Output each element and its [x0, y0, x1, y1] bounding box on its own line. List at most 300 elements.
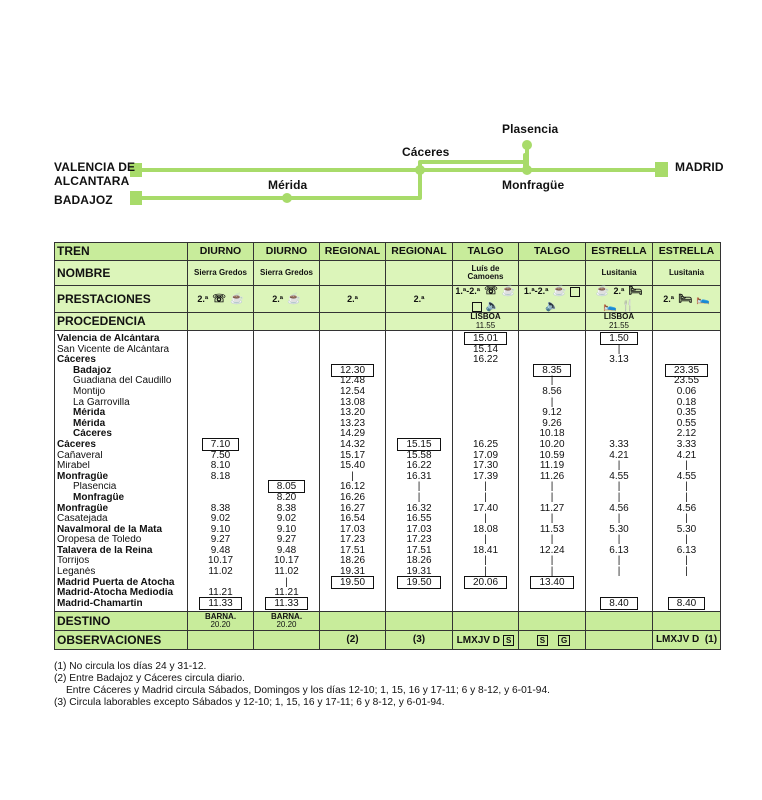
time-cell	[388, 366, 450, 377]
time-cell	[256, 408, 317, 419]
coffee-icon: ☕	[501, 285, 516, 297]
time-cell	[655, 345, 718, 356]
time-boxed: 12.30	[331, 364, 374, 377]
time-cell: 17.03	[339, 523, 366, 535]
time-cell	[588, 419, 650, 430]
time-cell	[256, 451, 317, 462]
row-destino	[55, 612, 721, 631]
time-cell	[388, 408, 450, 419]
time-cell	[455, 376, 516, 387]
time-cell: 8.56	[542, 385, 562, 397]
row-nombre	[55, 261, 721, 286]
time-cell: 12.48	[339, 375, 366, 387]
time-cell	[190, 408, 251, 419]
time-cell	[388, 599, 450, 610]
time-cell	[388, 355, 450, 366]
train-type: ESTRELLA	[586, 243, 653, 261]
time-cell	[190, 599, 251, 610]
class-label: 2.ª	[613, 286, 625, 297]
station-name: Torrijos	[57, 556, 90, 567]
time-cell	[190, 419, 251, 430]
dest-city: BARNA.	[204, 611, 237, 621]
time-cell: |	[484, 555, 487, 567]
time-cell: |	[617, 555, 621, 567]
time-boxed: 8.35	[533, 364, 570, 377]
plasencia-node	[522, 140, 532, 150]
station-name: Talavera de la Reina	[57, 545, 153, 556]
class-label: 2.ª	[663, 293, 675, 304]
time-cell: 15.14	[472, 343, 499, 355]
city-plasencia: Plasencia	[502, 122, 559, 136]
time-cell: 17.23	[339, 534, 366, 546]
time-cell: 17.39	[472, 470, 499, 482]
time-cell: 12.24	[539, 544, 565, 556]
time-cell	[256, 334, 317, 345]
obs-note: (2)	[320, 631, 386, 650]
times-column	[386, 331, 453, 612]
label-prestaciones: PRESTACIONES	[55, 286, 188, 313]
dest-time: 20.20	[210, 620, 231, 630]
time-cell: 16.55	[406, 513, 432, 525]
time-cell: 11.02	[274, 566, 299, 578]
city-caceres: Cáceres	[402, 145, 450, 159]
time-cell: 6.13	[676, 544, 697, 556]
time-cell: 11.02	[208, 566, 233, 578]
time-boxed: 15.15	[397, 438, 440, 451]
time-cell	[322, 599, 383, 610]
time-cell: 14.29	[339, 428, 366, 440]
train-type: TALGO	[453, 243, 519, 261]
station-name: Leganés	[57, 567, 96, 578]
caceres-node	[415, 165, 425, 175]
time-cell	[588, 376, 650, 387]
time-boxed: 23.35	[665, 364, 708, 377]
time-cell: 17.23	[406, 534, 432, 546]
time-boxed: 11.33	[199, 597, 241, 610]
merida-node	[282, 193, 292, 203]
footnotes	[54, 661, 734, 709]
train-type: REGIONAL	[320, 243, 386, 261]
class-label: 1.ª-2.ª	[523, 286, 549, 297]
time-cell: 13.23	[339, 417, 366, 429]
time-cell	[588, 366, 650, 377]
time-cell: 8.10	[210, 460, 231, 472]
time-cell: |	[550, 375, 554, 387]
phone-icon: ☏	[484, 285, 498, 297]
time-cell: 4.56	[676, 502, 697, 514]
station-name: Madrid-Atocha Mediodía	[57, 588, 174, 599]
time-cell	[190, 482, 251, 493]
time-cell	[256, 440, 317, 451]
time-cell: 9.10	[276, 523, 297, 535]
time-cell: 11.53	[539, 523, 565, 535]
time-cell	[190, 387, 251, 398]
class-label: 2.ª	[272, 293, 284, 304]
train-name: Luís de Camoens	[467, 263, 504, 281]
obs-note: LMXJV D (1)	[653, 631, 721, 650]
city-madrid: MADRID	[675, 160, 724, 174]
station-name: Mirabel	[57, 461, 90, 472]
station-name: Cáceres	[57, 355, 96, 366]
time-cell: 9.02	[210, 513, 231, 525]
time-cell	[190, 366, 251, 377]
station-name: Navalmoral de la Mata	[57, 524, 163, 535]
time-cell: |	[685, 555, 688, 567]
time-cell: 3.13	[609, 354, 629, 366]
time-cell: 0.06	[676, 385, 697, 397]
station-name: Mérida	[73, 418, 106, 429]
class-label: 2.ª	[197, 293, 209, 304]
time-cell: 8.38	[210, 502, 231, 514]
time-cell	[322, 588, 383, 599]
time-cell: |	[617, 513, 621, 525]
coffee-icon: ☕	[595, 285, 610, 297]
time-cell	[521, 599, 583, 610]
station-list	[55, 331, 188, 612]
time-cell: 17.09	[472, 449, 499, 461]
time-cell: 2.12	[676, 428, 697, 440]
time-cell: 18.26	[406, 555, 432, 567]
time-cell: |	[685, 481, 688, 493]
time-cell	[588, 578, 650, 589]
time-cell	[455, 419, 516, 430]
time-cell: 16.32	[406, 502, 432, 514]
time-cell: |	[550, 513, 554, 525]
time-cell: 9.02	[276, 513, 297, 525]
time-cell	[190, 398, 251, 409]
time-cell	[388, 440, 450, 451]
time-cell: 4.21	[609, 449, 629, 461]
time-cell: 11.21	[208, 587, 233, 599]
station-name: Cáceres	[57, 439, 96, 450]
time-cell	[521, 334, 583, 345]
time-cell: 6.13	[609, 544, 629, 556]
city-valencia: VALENCIA DE	[54, 160, 136, 174]
time-cell: 23.55	[673, 375, 700, 387]
time-cell: 8.18	[210, 470, 231, 482]
label-nombre: NOMBRE	[55, 261, 188, 286]
footnote: Entre Cáceres y Madrid circula Sábados, Domingos y los días 12-10; 1, 15, 16 y 17-11; 6 y 8-12, y 6-01-94.	[66, 685, 550, 696]
time-cell: 10.17	[273, 555, 300, 567]
time-cell	[256, 387, 317, 398]
origin-time: 21.55	[608, 320, 630, 330]
time-cell	[388, 398, 450, 409]
time-cell: 16.22	[406, 460, 432, 472]
footnote: (2) Entre Badajoz y Cáceres circula diario.	[54, 673, 245, 684]
time-cell: 11.19	[539, 460, 565, 472]
label-observaciones: OBSERVACIONES	[55, 631, 188, 650]
coffee-icon: ☕	[287, 292, 301, 305]
time-cell	[256, 599, 317, 610]
label-tren: TREN	[55, 243, 188, 261]
station-name: Cáceres	[73, 429, 112, 440]
obs-badge: S	[503, 635, 514, 646]
obs-cell	[519, 631, 586, 650]
time-cell: |	[550, 396, 554, 408]
time-cell: |	[617, 343, 621, 355]
station-name: Valencia de Alcántara	[57, 334, 160, 344]
times-column	[586, 331, 653, 612]
time-cell	[388, 588, 450, 599]
times-column	[453, 331, 519, 612]
time-cell: |	[351, 470, 354, 482]
time-cell: 17.30	[472, 460, 499, 472]
time-boxed: 11.33	[265, 597, 307, 610]
badajoz-node	[130, 191, 142, 205]
audio-icon: 🔈	[485, 300, 500, 312]
time-cell: 9.10	[210, 523, 231, 535]
time-cell	[322, 334, 383, 345]
time-cell: 17.51	[339, 544, 366, 556]
station-name: Madrid Puerta de Atocha	[57, 577, 175, 588]
time-cell	[256, 366, 317, 377]
time-cell: 16.54	[339, 513, 366, 525]
time-cell: 0.18	[676, 396, 697, 408]
time-cell	[588, 387, 650, 398]
video-icon	[472, 302, 482, 312]
time-cell	[256, 461, 317, 472]
time-cell: 18.41	[472, 544, 499, 556]
times-column	[188, 331, 254, 612]
time-cell: 16.27	[339, 502, 366, 514]
obs-note: (3)	[386, 631, 453, 650]
time-cell: 4.21	[676, 449, 697, 461]
station-name: Plasencia	[73, 482, 117, 493]
time-cell: 8.20	[276, 491, 297, 503]
time-cell: 19.31	[406, 566, 432, 578]
origin-city: LISBOA	[470, 312, 501, 321]
label-procedencia: PROCEDENCIA	[55, 313, 188, 331]
time-cell: 0.35	[676, 407, 697, 419]
madrid-node	[655, 162, 668, 177]
time-cell: |	[550, 491, 554, 503]
station-name: Oropesa de Toledo	[57, 535, 142, 546]
time-cell: |	[484, 534, 487, 546]
class-label: 2.ª	[413, 293, 425, 304]
time-cell: 17.40	[472, 502, 499, 514]
time-cell: |	[550, 481, 554, 493]
time-cell: 4.55	[676, 470, 697, 482]
time-cell: |	[685, 513, 688, 525]
time-cell	[190, 345, 251, 356]
time-cell: |	[685, 491, 688, 503]
train-name: Sierra Gredos	[194, 267, 247, 277]
city-monfrague: Monfragüe	[502, 178, 565, 192]
time-cell: 9.27	[210, 534, 231, 546]
footnote: (1) No circula los días 24 y 31-12.	[54, 661, 207, 672]
time-boxed: 19.50	[397, 576, 440, 589]
class-label: 2.ª	[347, 293, 358, 304]
station-name: Mérida	[73, 408, 106, 419]
monfrague-node	[522, 165, 532, 175]
train-type: DIURNO	[254, 243, 320, 261]
coffee-icon: ☕	[229, 292, 244, 305]
city-badajoz: BADAJOZ	[54, 193, 113, 207]
time-cell: 4.56	[609, 502, 629, 514]
couchette-icon: 🛌	[696, 292, 710, 305]
time-cell	[455, 599, 516, 610]
time-cell: 9.12	[542, 407, 562, 419]
times-column	[653, 331, 721, 612]
station-name: Montijo	[73, 386, 106, 397]
time-cell	[190, 440, 251, 451]
bed-icon: 🛏	[628, 285, 643, 297]
obs-badge: S	[537, 635, 548, 646]
row-timetable-body	[55, 331, 721, 612]
origin-city: LISBOA	[603, 312, 635, 321]
time-cell: 9.48	[210, 544, 231, 556]
city-merida: Mérida	[268, 178, 308, 192]
time-cell: |	[550, 566, 554, 578]
time-cell	[521, 345, 583, 356]
time-cell: |	[617, 481, 621, 493]
station-name: Cañaveral	[57, 450, 103, 461]
time-cell: |	[685, 566, 688, 578]
time-cell	[388, 578, 450, 589]
time-cell: 18.08	[472, 523, 499, 535]
train-name: Lusitania	[601, 267, 637, 277]
time-cell	[388, 334, 450, 345]
time-cell	[588, 599, 650, 610]
footnote: (3) Circula laborables excepto Sábados y 12-10; 1, 15, 16 y 17-11; 6 y 8-12, y 6-01-94.	[54, 697, 445, 708]
time-cell: |	[617, 566, 621, 578]
time-cell: |	[417, 491, 421, 503]
time-cell: 16.25	[472, 438, 499, 450]
time-cell: 10.17	[207, 555, 234, 567]
row-observaciones	[55, 631, 721, 650]
station-name: Monfragüe	[73, 492, 125, 503]
time-boxed: 15.01	[464, 332, 507, 345]
time-cell: 12.54	[339, 385, 366, 397]
time-cell: 16.26	[339, 491, 366, 503]
time-cell	[388, 345, 450, 356]
time-cell: |	[617, 491, 621, 503]
time-cell: 19.31	[339, 566, 366, 578]
row-prestaciones	[55, 286, 721, 313]
train-type: DIURNO	[188, 243, 254, 261]
obs-days: LMXJV D	[456, 634, 500, 646]
time-cell	[322, 345, 383, 356]
station-name: Guadiana del Caudillo	[73, 376, 172, 387]
timetable	[54, 242, 721, 650]
time-cell: 15.40	[339, 460, 366, 472]
time-cell	[455, 408, 516, 419]
times-column	[254, 331, 320, 612]
time-cell	[256, 429, 317, 440]
time-cell: |	[484, 491, 487, 503]
station-name: Monfragüe	[57, 503, 109, 514]
time-cell: 8.38	[276, 502, 297, 514]
time-cell	[322, 578, 383, 589]
times-column	[320, 331, 386, 612]
time-cell	[190, 376, 251, 387]
time-cell: 15.17	[339, 449, 366, 461]
class-label: 1.ª-2.ª	[455, 286, 481, 297]
time-cell: |	[685, 460, 688, 472]
time-cell: 3.33	[676, 438, 697, 450]
row-tren	[55, 243, 721, 261]
time-cell: |	[484, 513, 487, 525]
time-cell: 16.31	[406, 470, 432, 482]
time-cell	[455, 334, 516, 345]
time-cell: 7.50	[210, 449, 231, 461]
station-name: Badajoz	[73, 365, 112, 376]
time-cell	[388, 376, 450, 387]
video-icon	[570, 287, 580, 297]
time-cell: 10.18	[539, 428, 565, 440]
couchette-icon: 🛌	[603, 300, 617, 312]
bed-icon: 🛏	[678, 292, 693, 305]
time-boxed: 13.40	[530, 576, 573, 589]
time-cell	[256, 345, 317, 356]
train-type: TALGO	[519, 243, 586, 261]
time-cell	[655, 599, 718, 610]
time-boxed: 20.06	[464, 576, 507, 589]
dest-time: 20.20	[276, 620, 297, 630]
time-cell: 9.27	[276, 534, 297, 546]
time-cell	[388, 419, 450, 430]
time-boxed: 19.50	[331, 576, 374, 589]
time-cell	[256, 355, 317, 366]
time-cell	[455, 578, 516, 589]
time-cell: 11.26	[539, 470, 565, 482]
time-cell: |	[550, 534, 554, 546]
time-cell: 10.20	[539, 438, 565, 450]
time-cell: |	[285, 576, 288, 588]
time-cell: 17.51	[406, 544, 432, 556]
station-name: La Garrovilla	[73, 397, 130, 408]
time-cell: 10.59	[539, 449, 565, 461]
time-cell	[655, 578, 718, 589]
train-name: Sierra Gredos	[260, 267, 313, 277]
train-type: REGIONAL	[386, 243, 453, 261]
route-lines	[0, 0, 762, 240]
time-cell	[588, 334, 650, 345]
time-cell	[588, 398, 650, 409]
station-name: Casatejada	[57, 514, 108, 525]
train-name: Lusitania	[668, 267, 705, 277]
time-cell: |	[685, 534, 688, 546]
time-cell	[455, 366, 516, 377]
time-cell: |	[484, 566, 487, 578]
time-boxed: 8.40	[600, 597, 637, 610]
time-cell: 3.33	[609, 438, 629, 450]
time-boxed: 8.05	[268, 480, 305, 493]
times-column	[519, 331, 586, 612]
time-cell	[256, 376, 317, 387]
station-name: Madrid-Chamartín	[57, 598, 143, 609]
dest-city: BARNA.	[270, 611, 303, 621]
time-cell	[588, 408, 650, 419]
time-cell: |	[550, 555, 554, 567]
time-cell: 13.20	[339, 407, 366, 419]
obs-badge: G	[558, 635, 570, 646]
time-cell	[521, 578, 583, 589]
train-type: ESTRELLA	[653, 243, 721, 261]
time-cell	[655, 334, 718, 345]
time-cell: 11.21	[274, 587, 299, 599]
time-cell	[256, 398, 317, 409]
station-name: Monfragüe	[57, 471, 109, 482]
time-cell	[455, 398, 516, 409]
time-boxed: 8.40	[668, 597, 705, 610]
time-cell	[521, 588, 583, 599]
time-cell: 17.03	[406, 523, 432, 535]
time-cell: 5.30	[676, 523, 697, 535]
time-cell: |	[484, 481, 487, 493]
station-name: San Vicente de Alcántara	[57, 344, 170, 355]
time-cell: 9.48	[276, 544, 297, 556]
